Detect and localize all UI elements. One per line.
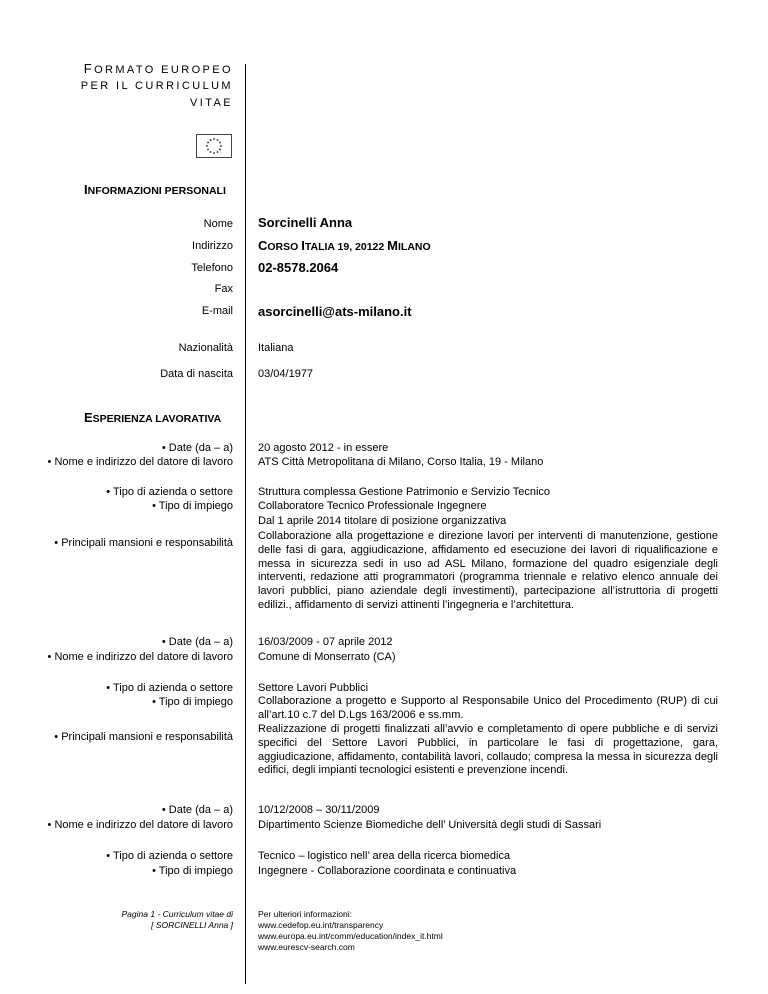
label-mansioni: • Principali mansioni e responsabilità: [54, 731, 233, 743]
footer-page-info: Pagina 1 - Curriculum vitae di [ SORCINELLI Anna ]: [121, 909, 233, 930]
job-2-date: 16/03/2009 - 07 aprile 2012: [258, 636, 393, 648]
header-line-1: FORMATO EUROPEO: [83, 61, 233, 76]
job-1-datore: ATS Città Metropolitana di Milano, Corso Italia, 19 - Milano: [258, 456, 544, 468]
label-datore: • Nome e indirizzo del datore di lavoro: [47, 819, 233, 831]
header-line-3: VITAE: [190, 97, 233, 109]
label-date: • Date (da – a): [161, 804, 233, 816]
job-3-azienda: Tecnico – logistico nell’ area della ricerca biomedica: [258, 850, 511, 862]
label-nome: Nome: [203, 218, 233, 230]
label-datore: • Nome e indirizzo del datore di lavoro: [47, 651, 233, 663]
label-impiego: • Tipo di impiego: [152, 696, 233, 708]
job-2-impiego: Collaborazione a progetto e Supporto al Responsabile Unico del Procedimento (RUP) di cui all’art.10 c.7 del D.Lgs 163/2006 e ss.mm.: [258, 695, 718, 721]
value-data-nascita: 03/04/1977: [258, 368, 314, 380]
section-personal-info: INFORMAZIONI PERSONALI: [84, 182, 226, 197]
footer-link[interactable]: www.cedefop.eu.int/transparency: [258, 920, 384, 930]
value-nazionalita: Italiana: [258, 342, 294, 354]
label-azienda: • Tipo di azienda o settore: [106, 850, 233, 862]
label-impiego: • Tipo di impiego: [152, 865, 233, 877]
eu-flag-icon: [196, 134, 232, 158]
label-mansioni: • Principali mansioni e responsabilità: [54, 537, 233, 549]
job-1-date: 20 agosto 2012 - in essere: [258, 442, 389, 454]
job-1-extra: Dal 1 aprile 2014 titolare di posizione organizzativa: [258, 515, 507, 527]
value-nome: Sorcinelli Anna: [258, 215, 353, 230]
value-indirizzo: CORSO ITALIA 19, 20122 MILANO: [258, 238, 431, 253]
label-azienda: • Tipo di azienda o settore: [106, 486, 233, 498]
label-fax: Fax: [214, 283, 233, 295]
job-3-datore: Dipartimento Scienze Biomediche dell’ Università degli studi di Sassari: [258, 819, 602, 831]
label-telefono: Telefono: [191, 262, 233, 274]
section-work-experience: ESPERIENZA LAVORATIVA: [84, 410, 222, 425]
header-line-2: PER IL CURRICULUM: [80, 80, 233, 92]
label-date: • Date (da – a): [161, 442, 233, 454]
job-2-azienda: Settore Lavori Pubblici: [258, 682, 369, 694]
footer-link[interactable]: www.europa.eu.int/comm/education/index_it.html: [258, 931, 443, 941]
value-telefono: 02-8578.2064: [258, 260, 339, 275]
label-email: E-mail: [201, 305, 233, 317]
job-3-date: 10/12/2008 – 30/11/2009: [258, 804, 380, 816]
job-1-mansioni: Collaborazione alla progettazione e direzione lavori per interventi di manutenzione, gestione delle fasi di gara, aggiudicazione, affidamento ed esecuzione dei lavori di riqualificazione e messa in sicurezza sedi in uso ad ASL Milano, formazione del quadro esigenziale degli interventi, redazione atti programmatori (programma triennale e relativo elenco annuale dei lavori pubblici, piano aziendale degli investimenti), partecipazione all’istruttoria di progetti edilizi., affidamento di servizi attinenti l’ingegneria e l’architettura.: [258, 530, 718, 611]
job-1-impiego: Collaboratore Tecnico Professionale Ingegnere: [258, 500, 487, 512]
job-2-datore: Comune di Monserrato (CA): [258, 651, 396, 663]
job-3-impiego: Ingegnere - Collaborazione coordinata e continuativa: [258, 865, 517, 877]
label-indirizzo: Indirizzo: [192, 240, 233, 252]
footer-link[interactable]: www.eurescv-search.com: [258, 942, 355, 952]
column-divider: [245, 64, 246, 984]
value-email: asorcinelli@ats-milano.it: [258, 304, 412, 319]
job-2-mansioni: Realizzazione di progetti finalizzati all’avvio e completamento di opere pubbliche e di servizi specifici del Settore Lavori Pubblici, in particolare le fasi di progettazione, gara, aggiudicazione, affidamento, contabilità lavori, collaudo; compresa la messa in sicurezza degli edifici, degli impianti tecnologici esistenti e prevenzione incendi.: [258, 723, 718, 777]
label-data-nascita: Data di nascita: [160, 368, 233, 380]
label-nazionalita: Nazionalità: [178, 342, 233, 354]
label-datore: • Nome e indirizzo del datore di lavoro: [47, 456, 233, 468]
footer-links: Per ulteriori informazioni: www.cedefop.eu.int/transparency www.europa.eu.int/comm/education/index_it.html www.eurescv-search.com: [258, 909, 443, 952]
label-azienda: • Tipo di azienda o settore: [106, 682, 233, 694]
label-date: • Date (da – a): [161, 636, 233, 648]
job-1-azienda: Struttura complessa Gestione Patrimonio e Servizio Tecnico: [258, 486, 551, 498]
label-impiego: • Tipo di impiego: [152, 500, 233, 512]
